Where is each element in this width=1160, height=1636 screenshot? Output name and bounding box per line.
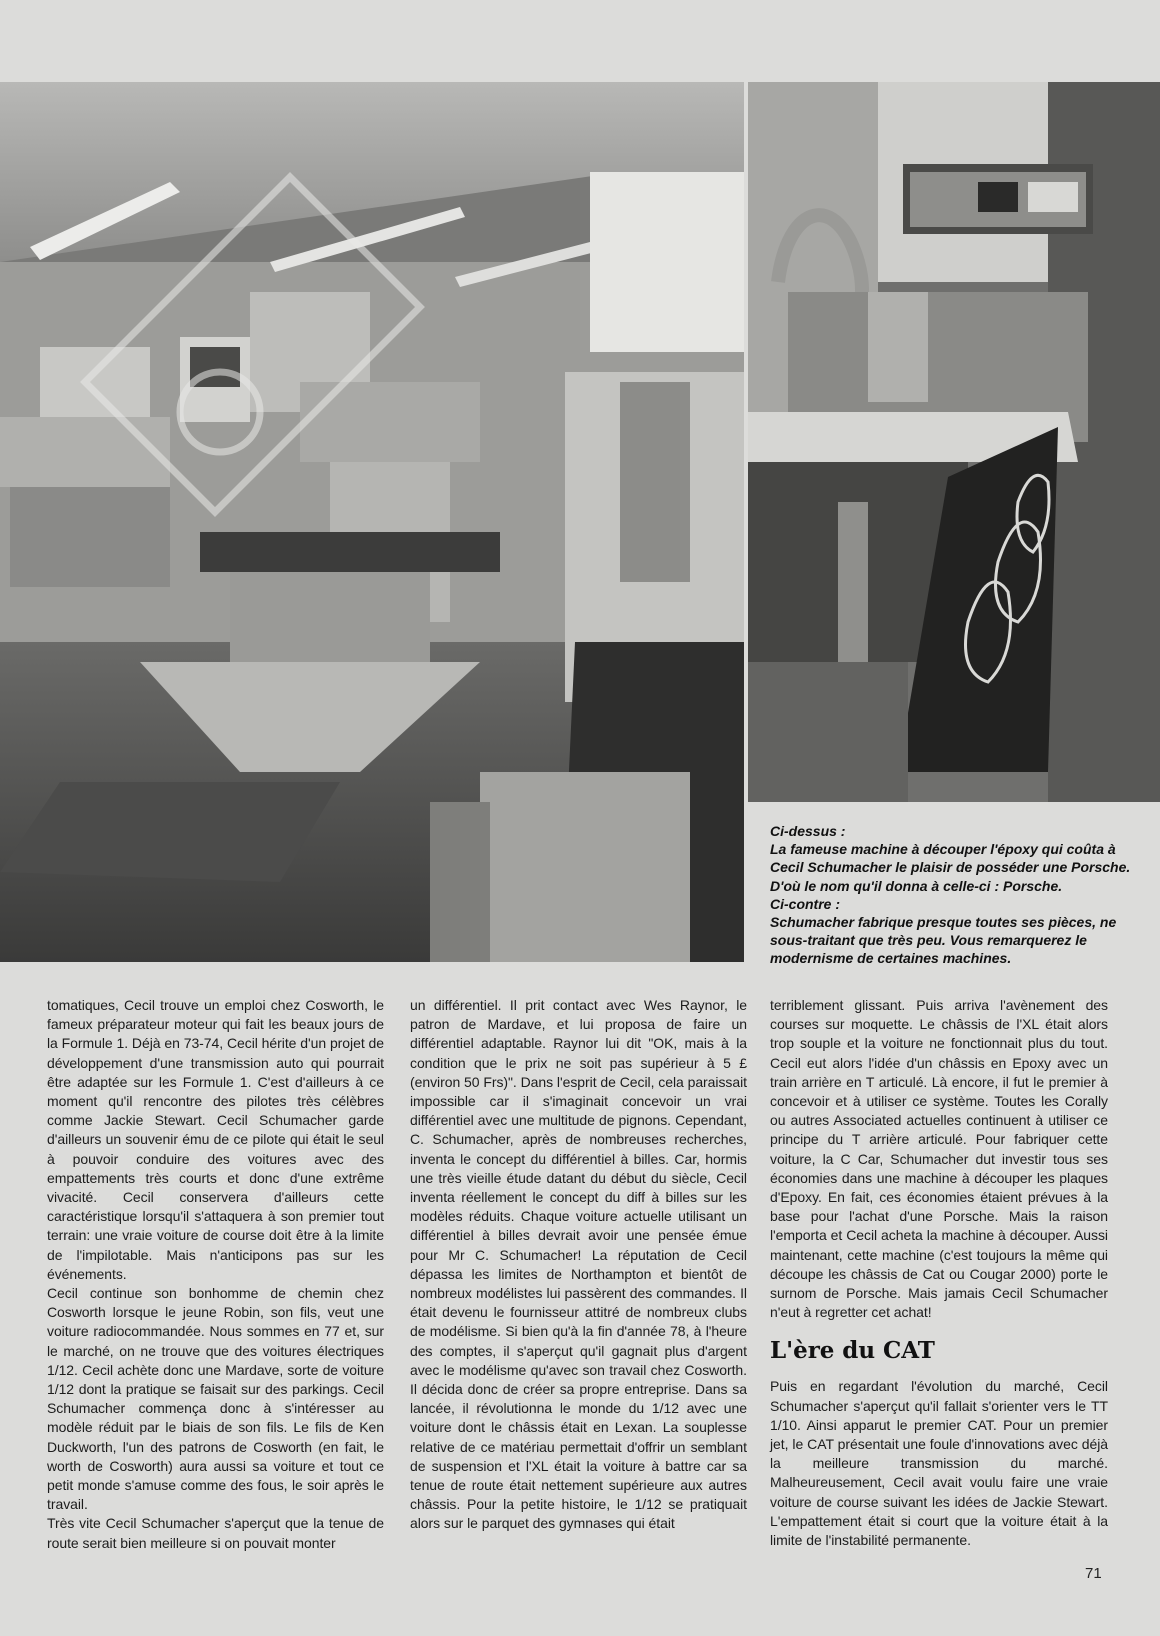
paragraph: tomatiques, Cecil trouve un emploi chez Cosworth, le fameux préparateur moteur qui fait les beaux jours de la Formule 1. Déjà en 73-74, Cecil hérite d'un projet de développement d'une transmission auto qui pourrait être adaptée sur les Formule 1. C'est d'ailleurs à ce moment qu'il rencontre des pilotes très célèbres comme Jackie Stewart. Cecil Schumacher garde d'ailleurs un souvenir ému de ce pilote qui était le seul à pouvoir conduire des voitures avec des empattements très courts et donc d'une extrême vivacité. Cecil conservera d'ailleurs cette caractéristique lorsqu'il s'attaquera à son premier tout terrain: une vraie voiture de course doit être à la limite de l'impilotable. Mais n'anticipons pas sur les événements.: [47, 997, 384, 1282]
section-heading: L'ère du CAT: [770, 1337, 935, 1365]
article-column-3: [770, 996, 1108, 1550]
paragraph: Puis en regardant l'évolution du marché, Cecil Schumacher s'aperçut qu'il fallait s'orienter vers le TT 1/10. Ainsi apparut le premier CAT. Pour un premier jet, le CAT présentait une foule d'innovations avec déjà la meilleure transmission du marché. Malheureusement, Cecil avait voulu faire une vraie voiture de course suivant les idées de Jackie Stewart. L'empattement était si court que la voiture était à la limite de l'instabilité permanente.: [770, 1378, 1108, 1549]
workshop-milling-machines-photo-icon: [0, 82, 744, 962]
paragraph: Cecil continue son bonhomme de chemin chez Cosworth lorsque le jeune Robin, son fils, veut une voiture radiocommandée. Nous sommes en 77 et, sur le marché, on ne trouve que des voitures électriques 1/12. Cecil achète donc une Mardave, sorte de voiture 1/12 dont la pratique se faisait sur des parkings. Cecil Schumacher commença donc à s'intéresser au modèle réduit par le biais de son fils. Le fils de Ken Duckworth, l'un des patrons de Cosworth (en fait, le worth de Cosworth) aura aussi sa voiture et tout ce petit monde s'amuse comme des fous, le soir après le travail.: [47, 1285, 384, 1513]
article-column-2: [410, 996, 747, 1534]
photo-caption: [770, 822, 1140, 968]
caption-text-above: La fameuse machine à découper l'époxy qui coûta à Cecil Schumacher le plaisir de posséder une Porsche. D'où le nom qu'il donna à celle-ci : Porsche.: [770, 841, 1131, 894]
page-number: 71: [1085, 1565, 1102, 1582]
paragraph: Très vite Cecil Schumacher s'aperçut que la tenue de route serait bien meilleure si on pouvait monter: [47, 1515, 384, 1551]
caption-label-above: Ci-dessus :: [770, 823, 846, 839]
epoxy-cutting-machine-photo-icon: [748, 82, 1160, 802]
epoxy-machine-photo: [748, 82, 1160, 802]
caption-text-side: Schumacher fabrique presque toutes ses pièces, ne sous-traitant que très peu. Vous remarquerez le modernisme de certaines machines.: [770, 914, 1117, 967]
paragraph: terriblement glissant. Puis arriva l'avènement des courses sur moquette. Le châssis de l'XL était alors trop souple et la voiture ne fonctionnait plus du tout. Cecil eut alors l'idée d'un châssis en Epoxy avec un train arrière en T articulé. Là encore, il fut le premier à concevoir et à utiliser ce système. Toutes les Corally ou autres Associated actuelles continuent à utiliser ce principe du T arrière articulé. Pour fabriquer cette voiture, la C Car, Schumacher dut investir tous ses économies dans une machine à découper les plaques d'Epoxy. En fait, ces économies étaient prévues à la base pour l'achat d'une Porsche. Mais la raison l'emporta et Cecil acheta la machine à découper. Aussi maintenant, cette machine (c'est toujours la même qui découpe les châssis de Cat ou Cougar 2000) porte le surnom de Porsche. Mais jamais Cecil Schumacher n'eut à regretter cet achat!: [770, 997, 1108, 1321]
workshop-photo: [0, 82, 744, 962]
article-column-1: [47, 996, 384, 1553]
paragraph: un différentiel. Il prit contact avec Wes Raynor, le patron de Mardave, et lui proposa de faire un différentiel adaptable. Raynor lui dit "OK, mais à la condition que le prix ne soit pas supérieur à 5 £ (environ 50 Frs)". Dans l'esprit de Cecil, cela paraissait impossible car il s'imaginait concevoir un vrai différentiel avec une multitude de pignons. Cependant, C. Schumacher, après de nombreuses recherches, inventa le concept du différentiel à billes. Car, hormis une très vieille étude datant du début du siècle, Cecil inventa réellement le concept du diff à billes sur les modèles réduits. Chaque voiture actuelle utilisant un différentiel à billes devrait avoir une pensée émue pour Mr C. Schumacher! La réputation de Cecil dépassa les limites de Northampton et bientôt de nombreux modélistes lui passèrent des commandes. Il était devenu le fournisseur attitré de nombreux clubs de modélisme. Si bien qu'à la fin d'année 78, à l'heure des comptes, il s'aperçut qu'il gagnait plus d'argent avec le modélisme qu'avec son travail chez Cosworth. Il décida donc de créer sa propre entreprise. Dans sa lancée, il révolutionna le monde du 1/12 avec une voiture dont le châssis était en Lexan. La souplesse relative de ce matériau permettait d'offrir un semblant de suspension et l'XL était la voiture à battre car sa tenue de route était nettement supérieure aux autres châssis. Pour la petite histoire, le 1/12 se pratiquait alors sur le parquet des gymnases qui était: [410, 997, 747, 1532]
caption-label-side: Ci-contre :: [770, 895, 840, 912]
